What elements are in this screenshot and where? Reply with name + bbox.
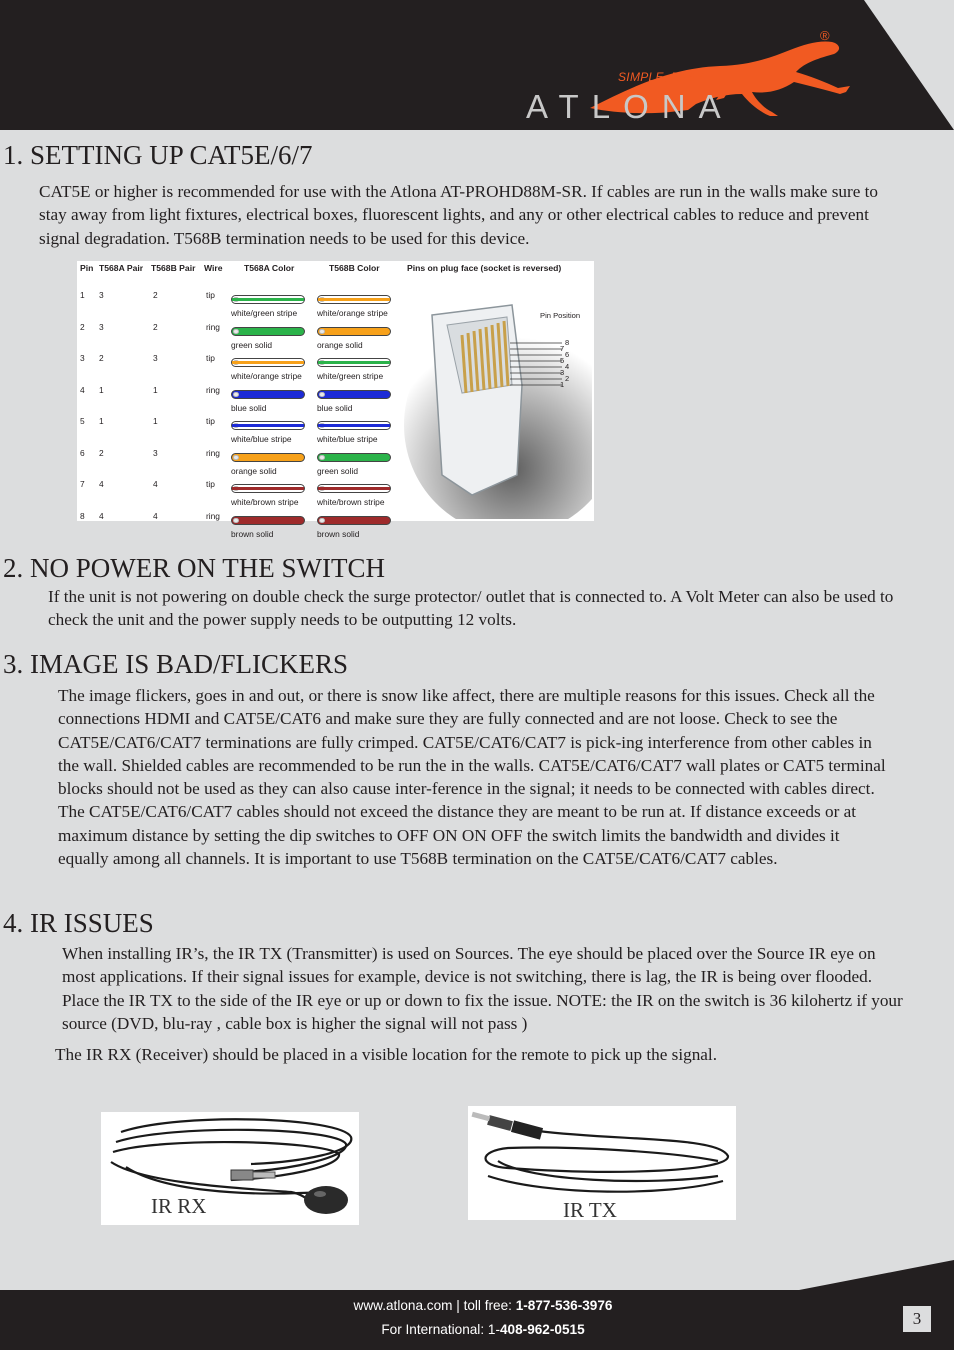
pin-number: 8 [80,510,85,521]
wire-swatch-t568b [317,484,391,493]
t568a-color-label: white/orange stripe [231,371,302,381]
section-4-body: When installing IR’s, the IR TX (Transmitter) is used on Sources. The eye should be placed over the Source IR eye on most applications. If their signal issues for example, device is not switching, there is lag, the IR is being over flooded. Place the IR TX to the side of the IR eye or up or down to fix the issue. NOTE: the IR on the switch is 36 kilohertz if your source (DVD, blu-ray , cable box is higher the signal will not pass ) [62,944,903,1033]
wire-swatch-t568b [317,390,391,399]
wiring-row [77,380,407,411]
footer-contact-line-1 [0,1298,954,1313]
header-t568b-pair: T568B Pair [151,263,196,273]
registered-mark: ® [820,28,830,43]
t568b-color-label: green solid [317,465,358,476]
plug-pin-number: 1 [560,380,565,389]
plug-pin-number: 5 [560,356,565,365]
t568b-pair: 3 [153,353,158,363]
section-2-body: If the unit is not powering on double check the surge protector/ outlet that is connected to. A Volt Meter can also be used to check the unit and the power supply needs to be outputting 12 volts. [48,587,894,630]
pin-number: 6 [80,447,85,458]
ir-tx-caption: IR TX [563,1198,617,1220]
pin-number: 3 [80,353,85,363]
wire-swatch-t568a [231,295,305,304]
atlona-logo [520,28,860,128]
pin-number: 2 [80,321,85,332]
wire-swatch-t568a [231,421,305,430]
t568b-color-label: brown solid [317,528,360,539]
wire-swatch-t568a [231,453,305,462]
t568b-color-label: orange solid [317,339,363,350]
wiring-diagram [77,261,594,539]
t568b-pair: 2 [153,290,158,300]
wire-swatch-t568a [231,484,305,493]
t568a-pair: 3 [99,321,104,332]
wire-type: ring [206,321,220,332]
wire-swatch-t568b [317,453,391,462]
plug-pin-number: 3 [560,368,565,377]
wire-type: tip [206,353,215,363]
footer-international-phone[interactable]: 408-962-0515 [499,1322,585,1337]
plug-pin-number: 6 [565,350,570,359]
wire-type: tip [206,290,215,300]
wiring-row [77,317,407,348]
t568a-pair: 4 [99,479,104,489]
pin-number: 5 [80,416,85,426]
t568a-color-label: white/green stripe [231,308,298,318]
section-2-heading: 2. NO POWER ON THE SWITCH [3,553,385,583]
wire-type: tip [206,479,215,489]
header-t568a-pair: T568A Pair [99,263,144,273]
wire-swatch-t568b [317,516,391,525]
footer-website-label: www.atlona.com | toll free: [353,1298,516,1313]
t568a-color-label: green solid [231,339,272,350]
wiring-row [77,348,407,379]
footer-international-label: For International: 1- [381,1322,500,1337]
plug-pin-number: 8 [565,338,570,347]
t568b-pair: 1 [153,416,158,426]
page-header [0,0,954,130]
wire-type: ring [206,510,220,521]
section-1-body: CAT5E or higher is recommended for use with the Atlona AT-PROHD88M-SR. If cables are run in the walls make sure to stay away from light fixtures, electrical boxes, fluorescent lights, and any or other electrical cables to reduce and prevent signal degradation. T568B termination needs to be used for this device. [39,182,879,248]
header-t568b-color: T568B Color [329,263,380,273]
ir-tx-image [468,1106,736,1220]
t568b-color-label: white/green stripe [317,371,384,381]
section-3-heading: 3. IMAGE IS BAD/FLICKERS [3,649,349,679]
t568b-pair: 3 [153,447,158,458]
wiring-row [77,285,407,316]
footer-contact-line-2 [0,1322,954,1337]
ir-rx-image [101,1112,359,1225]
t568a-pair: 4 [99,510,104,521]
section-1-heading: 1. SETTING UP CAT5E/6/7 [3,140,313,170]
plug-pin-number: 7 [560,344,565,353]
wire-swatch-t568a [231,516,305,525]
plug-pin-number: 4 [565,362,570,371]
wiring-row [77,443,407,474]
section-4-body-2: The IR RX (Receiver) should be placed in a visible location for the remote to pick up the signal. [55,1045,718,1064]
wire-swatch-t568a [231,390,305,399]
t568a-color-label: brown solid [231,528,274,539]
ir-rx-caption: IR RX [151,1194,207,1218]
t568a-color-label: white/brown stripe [231,497,299,507]
header-pin: Pin [80,263,94,273]
t568a-pair: 1 [99,416,104,426]
wiring-row [77,411,407,442]
header-plug-face: Pins on plug face (socket is reversed) [407,263,562,273]
section-3-body: The image flickers, goes in and out, or there is snow like affect, there are multiple reasons for this issues. Check all the connections HDMI and CAT5E/CAT6 and make sure they are fully connected and are not loose. Check to see the CAT5E/CAT6/CAT7 terminations are fully crimped. CAT5E/CAT6/CAT7 is pick-ing interference from other cables in the wall. Shielded cables are recommended to be run the in the walls. CAT5E/CAT6/CAT7 wall plates or CAT5 terminal blocks should not be used as they can also cause inter-ference in the signal; it needs to be connected with cables direct. The CAT5E/CAT6/CAT7 cables should not exceed the distance they are meant to be run at. If distance exceeds or at maximum distance by setting the dip switches to OFF ON ON OFF the switch limits the bandwidth and divides it equally among all channels. It is important to use T568B termination on the CAT5E/CAT6/CAT7 cables. [58,686,886,869]
brand-tagline: SIMPLE, EASY [618,70,705,84]
t568a-color-label: orange solid [231,465,277,476]
t568a-color-label: white/blue stripe [231,434,292,444]
section-4-heading: 4. IR ISSUES [3,908,154,938]
wire-swatch-t568b [317,358,391,367]
header-wire: Wire [204,263,223,273]
wire-swatch-t568a [231,358,305,367]
wire-swatch-t568b [317,421,391,430]
ir-rx-cable-icon [101,1112,359,1225]
wire-type: tip [206,416,215,426]
pin-number: 1 [80,290,85,300]
t568b-color-label: white/blue stripe [317,434,378,444]
pin-number: 4 [80,384,85,395]
t568b-pair: 2 [153,321,158,332]
t568b-color-label: white/orange stripe [317,308,388,318]
plug-pin-number: 2 [565,374,570,383]
header-corner [864,0,954,130]
wire-swatch-t568b [317,327,391,336]
t568b-pair: 4 [153,510,158,521]
t568a-pair: 3 [99,290,104,300]
wire-swatch-t568a [231,327,305,336]
t568b-color-label: white/brown stripe [317,497,385,507]
wire-type: ring [206,447,220,458]
wire-type: ring [206,384,220,395]
t568a-pair: 2 [99,353,104,363]
wire-swatch-t568b [317,295,391,304]
t568b-pair: 4 [153,479,158,489]
t568b-pair: 1 [153,384,158,395]
pin-position-label: Pin Position [540,311,581,320]
t568a-pair: 1 [99,384,104,395]
wiring-row [77,506,407,537]
t568a-pair: 2 [99,447,104,458]
header-t568a-color: T568A Color [244,263,295,273]
rj45-plug-illustration [402,275,592,519]
footer-toll-free-phone[interactable]: 1-877-536-3976 [515,1298,613,1313]
wiring-row [77,474,407,505]
pin-number: 7 [80,479,85,489]
page-number: 3 [903,1306,931,1332]
t568b-color-label: blue solid [317,402,353,413]
brand-wordmark: ATLONA [526,88,734,125]
footer-corner [0,1260,954,1291]
t568a-color-label: blue solid [231,402,267,413]
